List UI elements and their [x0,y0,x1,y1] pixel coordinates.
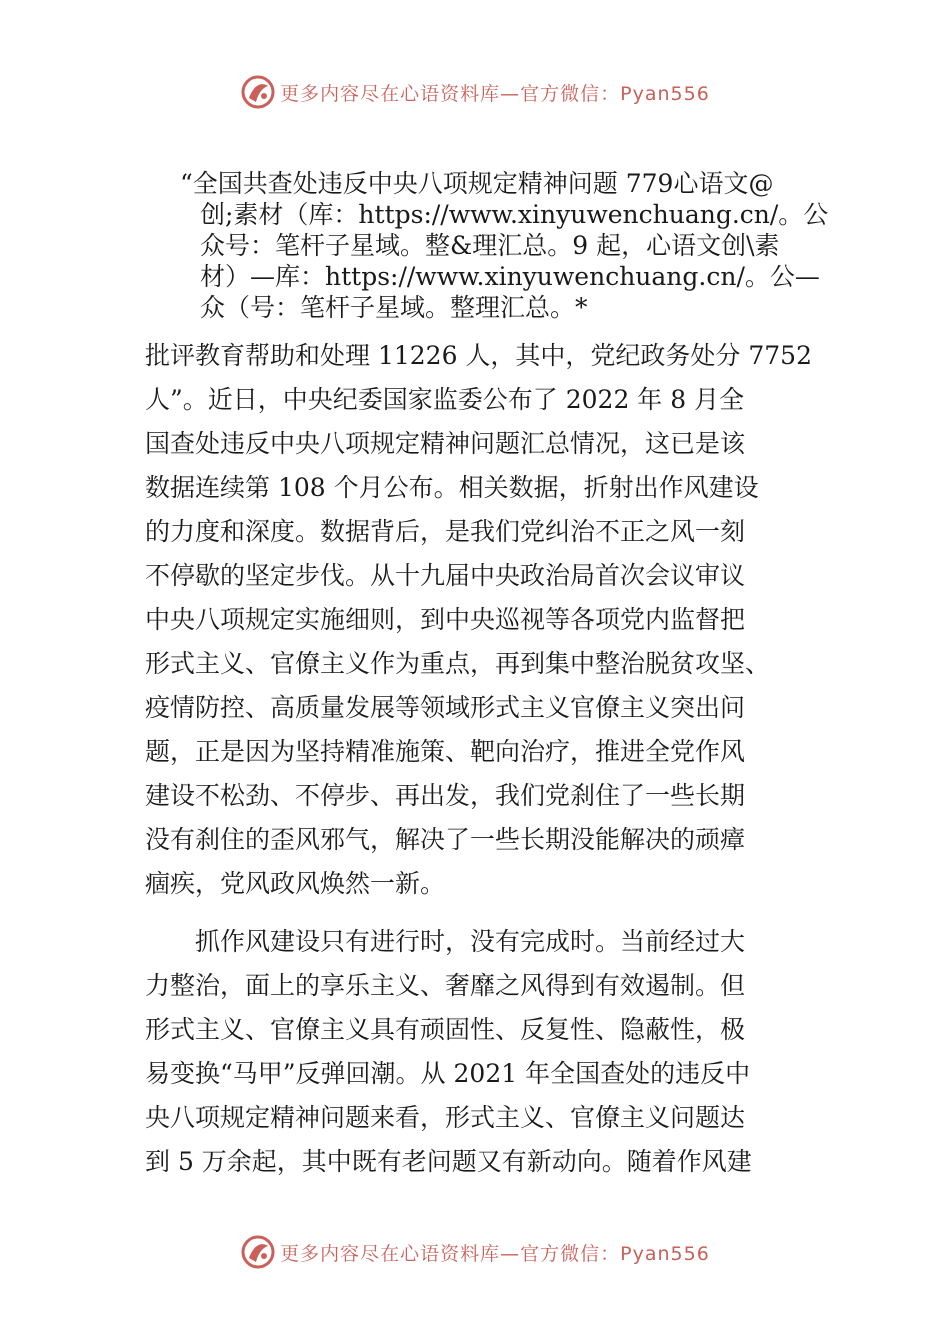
text-line: 数据连续第 108 个月公布。相关数据，折射出作风建设 [145,473,759,502]
text-line: 题，正是因为坚持精准施策、靶向治疗，推进全党作风 [145,737,746,766]
text-line: 的力度和深度。数据背后，是我们党纠治不正之风一刻 [145,517,746,546]
banner-text: 更多内容尽在心语资料库—官方微信：Pyan556 [280,1242,710,1265]
lead-line: 材）—库：https://www.xinyuwenchuang.cn/。公— [200,262,820,291]
red-seal-logo-icon [240,1234,276,1270]
lead-line: 众（号：笔杆子星域。整理汇总。* [200,293,588,322]
text-line: 力整治，面上的享乐主义、奢靡之风得到有效遏制。但 [145,971,746,1000]
footer-banner [0,1232,950,1272]
text-line: 疫情防控、高质量发展等领域形式主义官僚主义突出问 [145,693,746,722]
text-line: 国查处违反中央八项规定精神问题汇总情况，这已是该 [145,429,746,458]
paragraph-2 [145,920,825,1184]
banner-text: 更多内容尽在心语资料库—官方微信：Pyan556 [280,82,710,105]
lead-line: 创;素材（库：https://www.xinyuwenchuang.cn/。公 [200,200,829,229]
paragraph-1 [145,334,825,906]
text-line: 没有刹住的歪风邪气，解决了一些长期没能解决的顽瘴 [145,825,746,854]
text-line: 到 5 万余起，其中既有老问题又有新动向。随着作风建 [145,1147,752,1176]
text-line: 建设不松劲、不停步、再出发，我们党刹住了一些长期 [145,781,746,810]
text-line: 痼疾，党风政风焕然一新。 [145,869,446,898]
text-line: 抓作风建设只有进行时，没有完成时。当前经过大 [145,927,746,956]
lead-quote-block [180,168,860,323]
text-line: 批评教育帮助和处理 11226 人，其中，党纪政务处分 7752 [145,341,812,370]
text-line: 形式主义、官僚主义具有顽固性、反复性、隐蔽性，极 [145,1015,746,1044]
text-line: 中央八项规定实施细则，到中央巡视等各项党内监督把 [145,605,746,634]
red-seal-logo-icon [240,74,276,110]
text-line: 易变换“马甲”反弹回潮。从 2021 年全国查处的违反中 [145,1059,751,1088]
lead-line: 众号：笔杆子星域。整&理汇总。9 起，心语文创\素 [200,231,780,260]
text-line: 形式主义、官僚主义作为重点，再到集中整治脱贫攻坚、 [145,649,771,678]
header-banner [0,72,950,112]
text-line: 不停歇的坚定步伐。从十九届中央政治局首次会议审议 [145,561,746,590]
text-line: 人”。近日，中央纪委国家监委公布了 2022 年 8 月全 [145,385,745,414]
lead-line: “全国共查处违反中央八项规定精神问题 779心语文@ [180,169,774,198]
text-line: 央八项规定精神问题来看，形式主义、官僚主义问题达 [145,1103,746,1132]
